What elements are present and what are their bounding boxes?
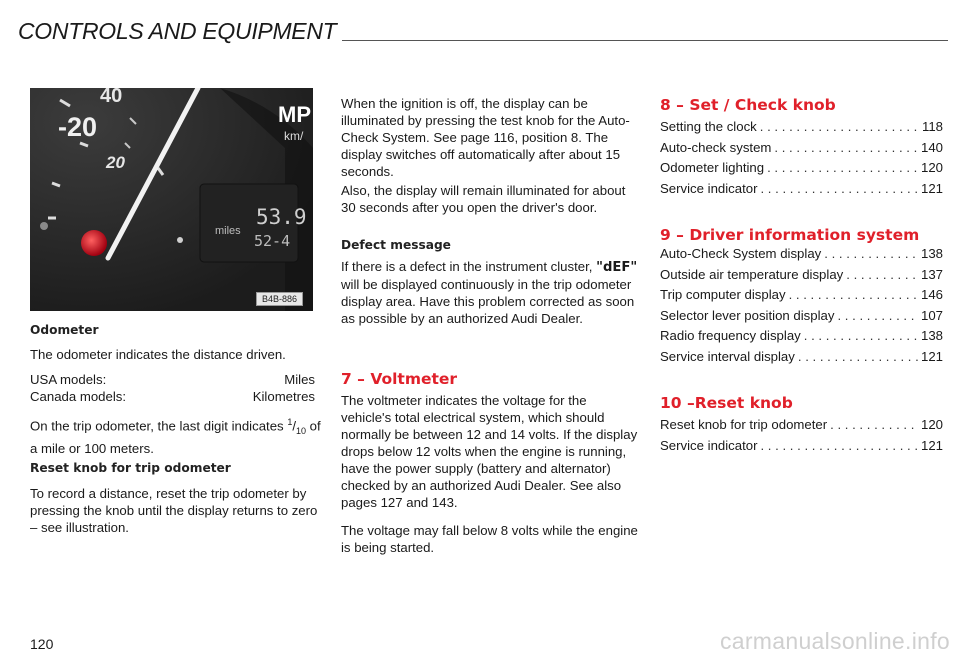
page-header — [18, 14, 948, 44]
voltage-drop-text: The voltage may fall below 8 volts while the engine is being started. — [341, 523, 638, 555]
section-title: CONTROLS AND EQUIPMENT — [18, 18, 342, 45]
lcd-odometer-value: 53.9 — [256, 205, 307, 229]
reset-knob-heading: 10 –Reset knob — [660, 394, 793, 412]
header-rule — [318, 40, 948, 41]
defect-message-text: If there is a defect in the instrument cluster, "dEF" will be displayed continuously in the trip odometer display area. Have this problem corrected as soon as possible by an authorized Audi Dealer. — [341, 259, 638, 326]
odometer-text: The odometer indicates the distance driven. — [30, 347, 286, 362]
usa-label: USA models: — [30, 372, 107, 387]
reset-knob-heading: Reset knob for trip odometer — [30, 461, 231, 475]
speedometer-illustration — [30, 88, 313, 311]
list-item: Setting the clock . . . 118 — [660, 117, 943, 138]
list-item: Auto-Check System display . . . 138 — [660, 244, 943, 265]
set-check-knob-list — [660, 117, 943, 199]
odometer-heading: Odometer — [30, 323, 99, 337]
gauge-label: MP — [278, 102, 311, 127]
canada-label: Canada models: — [30, 389, 127, 404]
list-item: Trip computer display . . . 146 — [660, 285, 943, 306]
lcd-trip-value: 52-4 — [254, 232, 291, 250]
list-item: Radio frequency display . . . 138 — [660, 326, 943, 347]
figure-code: B4B-886 — [256, 292, 303, 306]
ignition-text: When the ignition is off, the display can be illuminated by pressing the test knob for the Auto-Check System. See page 116, position 8. The display switches off automatically after about 15 seconds. — [341, 96, 630, 179]
voltmeter-heading: 7 – Voltmeter — [341, 370, 458, 388]
page-number: 120 — [30, 636, 54, 652]
trip-odometer-text: On the trip odometer, the last digit indicates $^1/_{10}$ of a mile or 100 meters. — [30, 417, 321, 457]
lcd-unit-label: miles — [215, 225, 241, 237]
reset-knob — [81, 230, 107, 256]
gauge-label: -20 — [58, 112, 98, 142]
gauge-label: km/ — [284, 129, 304, 143]
voltmeter-text: The voltmeter indicates the voltage for the vehicle's total electrical system, which should normally be between 12 and 14 volts. If the display drops below 12 volts when the engine is running, have the power supply (battery and alternator) checked by an authorized Audi Dealer. See also pages 127 and 143. — [341, 393, 638, 510]
list-item: Reset knob for trip odometer . . . 120 — [660, 415, 943, 436]
units-table — [30, 371, 315, 405]
reset-knob-list — [660, 415, 943, 456]
list-item: Outside air temperature display . . . 137 — [660, 265, 943, 286]
gauge-label: 20 — [106, 153, 125, 172]
usa-value: Miles — [284, 372, 315, 387]
list-item: Service interval display . . . 121 — [660, 347, 943, 368]
list-item: Selector lever position display . . . 107 — [660, 306, 943, 327]
reset-knob-text: To record a distance, reset the trip odometer by pressing the knob until the display returns to zero – see illustration. — [30, 486, 318, 535]
gauge-label: 40 — [100, 88, 123, 107]
driver-info-list — [660, 244, 943, 367]
driver-info-heading: 9 – Driver information system — [660, 226, 920, 244]
list-item: Service indicator . . . 121 — [660, 436, 943, 457]
illumination-text: Also, the display will remain illuminated for about 30 seconds after you open the driver's door. — [341, 183, 626, 215]
list-item: Odometer lighting . . . 120 — [660, 158, 943, 179]
list-item: Auto-check system . . . 140 — [660, 138, 943, 159]
list-item: Service indicator . . . 121 — [660, 179, 943, 200]
instrument-cluster-photo — [30, 88, 313, 311]
canada-value: Kilometres — [252, 389, 315, 404]
watermark: carmanualsonline.info — [719, 628, 950, 654]
set-check-knob-heading: 8 – Set / Check knob — [660, 96, 836, 114]
defect-message-heading: Defect message — [341, 238, 451, 252]
